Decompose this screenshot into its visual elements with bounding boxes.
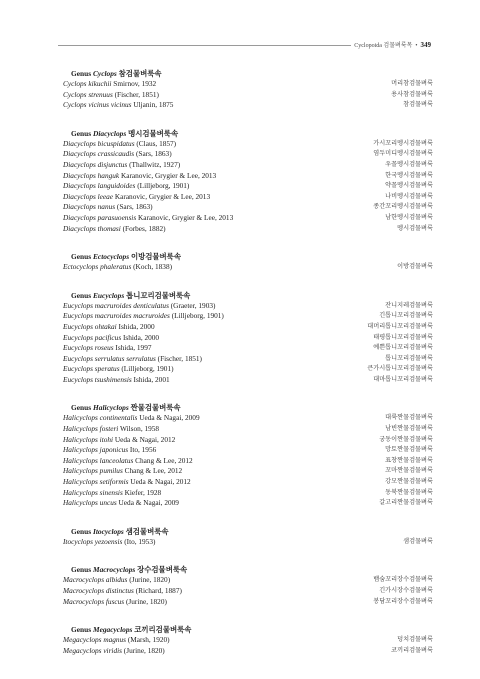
species-row [63,90,433,101]
species-authority: (Richard, 1887) [135,586,182,595]
species-korean-name: 톱니꼬리검물벼룩 [385,354,433,362]
species-korean-name: 대륙짠물검물벼룩 [385,414,433,422]
species-korean-name: 덩치검물벼룩 [397,636,433,644]
species-korean-name: 예쁜톱니꼬리검물벼룩 [373,344,433,352]
species-binomial: Cyclops kikuchii [63,79,112,88]
species-scientific-name [63,586,182,597]
species-row [63,354,433,365]
species-row [63,477,433,488]
species-authority: (Fischer, 1851) [157,353,202,363]
genus-label: Genus [71,403,92,413]
species-korean-name: 봉담꼬리장수검물벼룩 [373,597,433,605]
genus-name: Itocyclops [93,526,124,536]
species-row [63,343,433,354]
genus-label: Genus [71,625,92,635]
species-authority: (Claus, 1857) [136,138,177,148]
genus-name: Macrocyclops [93,565,136,575]
genus-heading [63,526,433,537]
species-authority: Chang & Lee, 2012 [135,455,193,465]
species-korean-name: 나비멩시검물벼룩 [385,192,433,200]
species-korean-name: 한국멩시검물벼룩 [385,171,433,179]
species-binomial: Diacyclops hanguk [63,170,120,180]
species-row [63,498,433,509]
species-binomial: Diacyclops nanus [63,202,116,212]
species-row [63,488,433,499]
species-korean-name: 대머리톱니꼬리검물벼룩 [367,322,433,330]
species-scientific-name [63,635,170,646]
genus-section [63,402,433,508]
species-authority: Ueda & Nagai, 2009 [118,498,179,508]
species-binomial: Macrocyclops albidus [63,575,128,585]
genus-heading [63,290,433,301]
species-row [63,646,433,657]
genus-section [63,624,433,656]
species-row [63,322,433,333]
species-scientific-name [63,171,216,182]
species-scientific-name [63,364,174,375]
species-authority: (Jurine, 1820) [125,596,167,606]
species-scientific-name [63,213,233,224]
genus-label: Genus [71,252,92,262]
species-binomial: Megacyclops viridis [63,645,122,655]
species-authority: Ueda & Nagai, 2009 [139,413,200,423]
genus-korean-name: 이방검물벼룩속 [130,252,181,262]
species-binomial: Eucyclops roseus [63,343,114,353]
species-scientific-name [63,100,173,111]
species-binomial: Diacyclops crassicaudis [63,149,135,159]
species-scientific-name [63,90,159,101]
species-scientific-name [63,322,155,333]
species-binomial: Eucyclops ohtakai [63,321,117,331]
species-korean-name: 꼬마짠물검물벼룩 [385,467,433,475]
species-binomial: Eucyclops speratus [63,364,120,374]
species-korean-name: 망토짠물검물벼룩 [385,446,433,454]
species-row [63,375,433,386]
species-row [63,333,433,344]
species-korean-name: 뱀숨꼬리장수검물벼룩 [373,576,433,584]
species-authority: (Lilljeborg, 1901) [171,311,224,321]
species-korean-name: 궁동이짠물검물벼룩 [379,435,433,443]
genus-korean-name: 멩시검물벼룩속 [128,128,179,138]
species-binomial: Halicyclops fosteri [63,424,119,434]
species-binomial: Diacyclops languidoides [63,181,136,191]
species-row [63,224,433,235]
species-korean-name: 머리참검물벼룩 [391,80,433,87]
genus-section [63,251,433,273]
species-korean-name: 남빈짠물검물벼룩 [385,425,433,433]
species-row [63,262,433,273]
species-korean-name: 강모짠물검물벼룩 [385,478,433,486]
genus-korean-name: 짠물검물벼룩속 [130,403,181,413]
species-scientific-name [63,456,193,467]
genus-heading [63,402,433,413]
species-scientific-name [63,181,189,192]
species-authority: (Sars, 1863) [116,202,153,212]
species-binomial: Cyclops strenuus [63,89,113,99]
species-row [63,139,433,150]
genus-label: Genus [71,565,92,575]
species-scientific-name [63,262,172,273]
species-scientific-name [63,466,182,477]
species-korean-name: 용사참검물벼룩 [391,90,433,98]
genus-heading [63,624,433,635]
species-binomial: Ectocyclops phaleratus [63,262,132,272]
species-authority: (Thallwitz, 1927) [129,159,181,169]
species-korean-name: 큰가시톱니꼬리검물벼룩 [367,365,433,373]
species-authority: (Ito, 1953) [124,536,156,546]
species-scientific-name [63,435,175,446]
species-korean-name: 가시꼬리멩시검물벼룩 [373,139,433,147]
species-korean-name: 표창짠물검물벼룩 [385,456,433,464]
species-scientific-name [63,575,170,586]
species-authority: Ishida, 2000 [122,332,160,342]
species-scientific-name [63,498,179,509]
species-authority: (Lilljeborg, 1901) [137,181,190,191]
species-authority: Uljanin, 1875 [133,100,174,110]
species-scientific-name [63,477,191,488]
species-row [63,181,433,192]
species-row [63,171,433,182]
species-scientific-name [63,646,165,657]
species-korean-name: 긴가시장수검물벼룩 [379,587,433,594]
genus-korean-name: 톱니꼬리검물벼룩속 [126,290,191,300]
species-scientific-name [63,413,200,424]
species-row [63,456,433,467]
species-scientific-name [63,354,202,365]
header-separator-dot: • [415,43,418,49]
species-binomial: Diacyclops bicuspidatus [63,138,135,148]
species-authority: Ishida, 2001 [133,374,170,384]
species-authority: (Sars, 1863) [135,149,172,159]
species-korean-name: 코끼리검물벼룩 [391,646,433,654]
species-scientific-name [63,343,152,354]
genus-name: Diacyclops [93,128,127,138]
species-binomial: Halicyclops setiformis [63,477,129,487]
species-row [63,79,433,90]
species-authority: Ueda & Nagai, 2012 [114,434,176,444]
species-binomial: Eucyclops macruroides macruroides [63,311,170,321]
genus-heading [63,251,433,262]
genus-korean-name: 샘검물벼룩속 [125,526,169,536]
species-row [63,192,433,203]
genus-label: Genus [71,526,92,536]
species-korean-name: 염두미디멩시검물벼룩 [373,150,433,158]
running-header [58,40,431,52]
species-binomial: Eucyclops macruroides denticulatus [63,300,169,310]
species-scientific-name [63,79,156,90]
species-authority: Chang & Lee, 2012 [124,466,183,476]
species-binomial: Diacyclops leeae [63,191,114,201]
species-scientific-name [63,375,170,386]
species-row [63,424,433,435]
species-row [63,364,433,375]
genus-name: Cyclops [93,69,117,78]
genus-heading [63,68,433,79]
genus-section [63,68,433,111]
genus-label: Genus [71,128,92,138]
species-authority: Karanovic, Grygier & Lee, 2013 [114,191,211,201]
header-text [354,40,431,49]
species-row [63,100,433,111]
species-row [63,311,433,322]
species-scientific-name [63,445,156,456]
genus-section [63,564,433,607]
species-korean-name: 종간꼬리멩시검물벼룩 [373,203,433,211]
species-binomial: Halicyclops lanceolatus [63,455,134,465]
species-scientific-name [63,149,172,160]
species-binomial: Halicyclops continentalis [63,413,138,423]
species-korean-name: 샘검물벼룩 [403,537,433,545]
species-binomial: Megacyclops magnus [63,635,127,645]
species-korean-name: 대마톱니꼬리검물벼룩 [373,375,433,383]
species-binomial: Halicyclops sinensis [63,487,123,497]
species-korean-name: 이방검물벼룩 [397,263,433,271]
species-scientific-name [63,424,159,435]
species-authority: Ueda & Nagai, 2012 [130,477,191,487]
species-authority: (Graeter, 1903) [170,300,216,310]
genus-name: Eucyclops [93,290,125,300]
species-binomial: Itocyclops yezoensis [63,536,123,546]
species-binomial: Halicyclops itohi [63,434,114,444]
species-binomial: Halicyclops pumilus [63,466,123,476]
species-binomial: Diacyclops thomasi [63,223,121,233]
species-binomial: Diacyclops disjunctus [63,159,128,169]
species-scientific-name [63,537,155,548]
species-binomial: Eucyclops serrulatus serrulatus [63,353,156,363]
genus-name: Halicyclops [93,403,129,413]
species-row [63,635,433,646]
species-binomial: Halicyclops uncus [63,498,117,508]
page-number: 349 [420,41,431,49]
species-scientific-name [63,192,210,203]
header-rule [58,45,351,46]
species-row [63,575,433,586]
species-korean-name: 우꼴멩시검물벼룩 [385,160,433,168]
species-row [63,537,433,548]
species-korean-name: 약꼴멩시검물벼룩 [385,182,433,190]
species-korean-name: 남한멩시검물벼룩 [385,213,433,221]
species-binomial: Eucyclops pacificus [63,332,122,342]
species-row [63,466,433,477]
species-korean-name: 참검물벼룩 [403,101,433,109]
species-binomial: Macrocyclops fuscus [63,596,125,606]
species-row [63,160,433,171]
species-scientific-name [63,160,180,171]
species-scientific-name [63,301,215,312]
species-binomial: Macrocyclops distinctus [63,586,134,595]
genus-korean-name: 장수검물벼룩속 [137,565,188,575]
genus-section [63,128,433,234]
species-authority: (Marsh, 1920) [127,635,170,645]
species-binomial: Diacyclops parasuoensis [63,212,137,222]
species-korean-name: 긴톱니꼬리검물벼룩 [379,312,433,320]
species-row [63,586,433,597]
species-korean-name: 태평톱니꼬리검물벼룩 [373,333,433,341]
species-authority: (Forbes, 1882) [122,223,166,233]
species-authority: (Lilljeborg, 1901) [121,364,174,374]
species-row [63,213,433,224]
species-checklist [63,68,433,673]
species-authority: Karanovic, Grygier & Lee, 2013 [120,170,217,180]
species-binomial: Eucyclops tsushimensis [63,374,132,384]
species-row [63,413,433,424]
species-authority: (Jurine, 1820) [123,645,165,655]
species-korean-name: 멩시검물벼룩 [397,224,433,232]
species-korean-name: 잔니지레검물벼룩 [385,301,433,309]
genus-label: Genus [71,69,92,78]
genus-name: Megacyclops [93,625,133,635]
species-authority: Kiefer, 1928 [124,487,162,497]
genus-korean-name: 참검물벼룩속 [118,69,162,78]
species-authority: (Fischer, 1851) [114,89,159,99]
species-scientific-name [63,139,176,150]
species-authority: Karanovic, Grygier & Lee, 2013 [138,212,234,222]
species-row [63,149,433,160]
species-scientific-name [63,488,161,499]
species-authority: Ito, 1956 [129,445,157,455]
species-row [63,597,433,608]
species-row [63,202,433,213]
genus-korean-name: 코끼리검물벼룩속 [134,625,192,635]
species-authority: (Jurine, 1820) [129,575,171,585]
species-korean-name: 동북짠물검물벼룩 [385,488,433,496]
species-authority: (Koch, 1838) [133,262,173,272]
species-korean-name: 갈고리짠물검물벼룩 [379,499,433,507]
genus-name: Ectocyclops [93,252,130,262]
species-authority: Smirnov, 1932 [113,79,157,88]
genus-label: Genus [71,290,92,300]
genus-heading [63,128,433,139]
species-authority: Wilson, 1958 [120,424,160,434]
genus-section [63,526,433,548]
species-binomial: Halicyclops japonicus [63,445,129,455]
species-scientific-name [63,224,166,235]
species-binomial: Cyclops vicinus vicinus [63,100,132,110]
species-row [63,301,433,312]
species-scientific-name [63,311,224,322]
species-scientific-name [63,333,159,344]
species-scientific-name [63,597,167,608]
species-row [63,435,433,446]
species-authority: Ishida, 2000 [118,321,155,331]
species-scientific-name [63,202,153,213]
species-row [63,445,433,456]
genus-section [63,290,433,386]
header-section-title: Cyclopoida 검물벼룩목 [354,43,413,49]
genus-heading [63,564,433,575]
species-authority: Ishida, 1997 [115,343,152,353]
